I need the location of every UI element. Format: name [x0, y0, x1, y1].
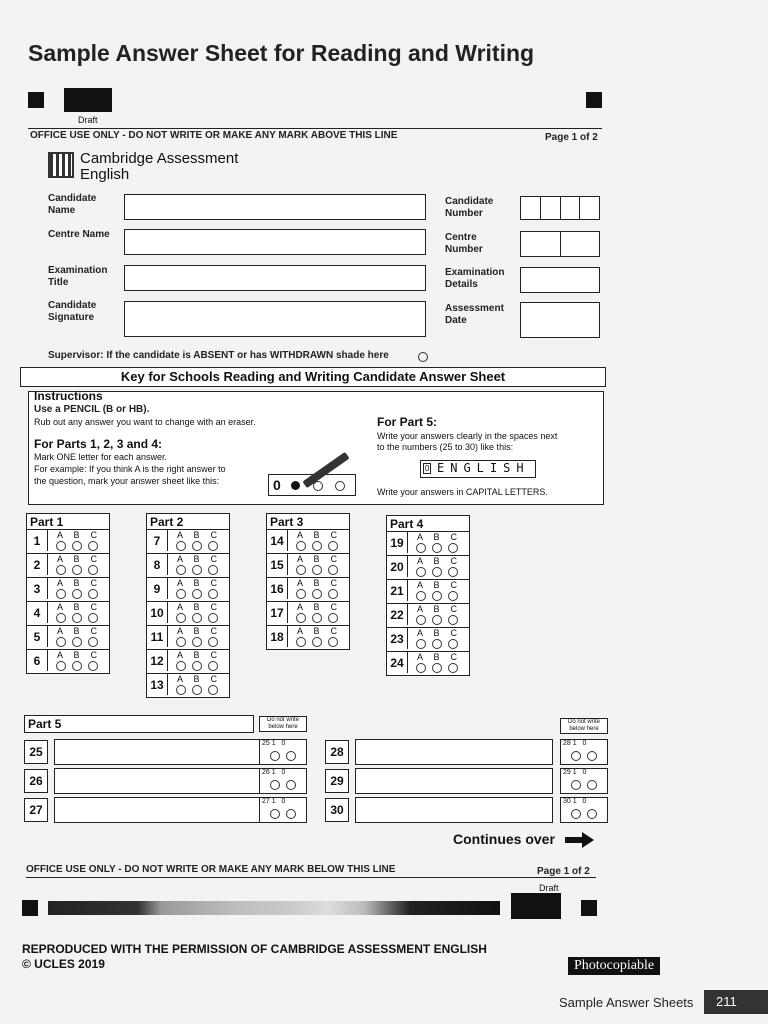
answer-bubble[interactable] — [56, 637, 66, 647]
option-letters: A B C — [297, 530, 340, 540]
answer-bubble[interactable] — [432, 615, 442, 625]
question-number: 24 — [387, 652, 408, 673]
example-line2: the question, mark your answer sheet like this: — [34, 476, 220, 486]
answer-bubble[interactable] — [416, 615, 426, 625]
answer-bubble[interactable] — [56, 589, 66, 599]
marker-bubble — [587, 751, 597, 761]
answer-bubble[interactable] — [312, 637, 322, 647]
instructions-rub: Rub out any answer you want to change with an eraser. — [34, 417, 256, 427]
question-number: 1 — [27, 530, 48, 551]
question-row — [146, 674, 230, 698]
page-title: Sample Answer Sheet for Reading and Writing — [28, 40, 535, 66]
brand-line2: English — [80, 166, 130, 183]
centre-name-input[interactable] — [124, 229, 426, 255]
question-row — [386, 652, 470, 676]
draft-label-top: Draft — [78, 115, 98, 125]
answer-bubble[interactable] — [72, 541, 82, 551]
brand-line1: Cambridge Assessment — [80, 150, 239, 167]
marker-box — [259, 768, 307, 794]
option-letters: A B C — [57, 602, 100, 612]
option-letters: A B C — [177, 602, 220, 612]
question-row — [386, 580, 470, 604]
answer-bubble[interactable] — [176, 541, 186, 551]
parts-heading: For Parts 1, 2, 3 and 4: — [34, 437, 163, 451]
answer-bubble[interactable] — [296, 541, 306, 551]
answer-bubble[interactable] — [432, 567, 442, 577]
question-number: 12 — [147, 650, 168, 671]
option-letters: A B C — [297, 602, 340, 612]
answer-bubble[interactable] — [176, 685, 186, 695]
exam-title-input[interactable] — [124, 265, 426, 291]
registration-mark-bottom-right — [581, 900, 597, 916]
answer-bubble[interactable] — [296, 589, 306, 599]
page-indicator-bottom: Page 1 of 2 — [537, 866, 590, 877]
bottom-rule — [26, 877, 596, 878]
example-filled-circle — [291, 481, 300, 490]
answer-bubble[interactable] — [416, 663, 426, 673]
answer-bubble[interactable] — [72, 661, 82, 671]
marker-box — [560, 768, 608, 794]
question-row — [266, 578, 350, 602]
answer-bubble[interactable] — [56, 541, 66, 551]
question-row — [146, 650, 230, 674]
sample-number: 0 — [425, 464, 430, 473]
question-number: 11 — [147, 626, 168, 647]
marker-bubble — [286, 780, 296, 790]
assessment-date-label: Assessment Date — [445, 303, 504, 326]
question-number: 15 — [267, 554, 288, 575]
question-number: 22 — [387, 604, 408, 625]
centre-number-label: Centre Number — [445, 232, 483, 255]
question-number: 3 — [27, 578, 48, 599]
answer-bubble[interactable] — [448, 543, 458, 553]
answer-bubble[interactable] — [448, 639, 458, 649]
centre-name-label: Centre Name — [48, 229, 110, 240]
part5-instr-heading: For Part 5: — [377, 415, 438, 429]
exam-details-label: Examination Details — [445, 267, 505, 290]
answer-bubble[interactable] — [208, 541, 218, 551]
answer-bubble[interactable] — [176, 637, 186, 647]
answer-bubble[interactable] — [88, 541, 98, 551]
answer-bubble[interactable] — [72, 589, 82, 599]
option-letters: A B C — [177, 554, 220, 564]
question-number: 20 — [387, 556, 408, 577]
top-rule — [28, 128, 602, 129]
answer-bubble[interactable] — [72, 565, 82, 575]
marker-box — [259, 797, 307, 823]
option-letters: A B C — [177, 530, 220, 540]
registration-mark-left — [28, 92, 44, 108]
sample-word-box — [420, 460, 536, 478]
question-row — [266, 530, 350, 554]
do-not-write-left: Do not write below here — [259, 716, 307, 732]
marker-code: 29 1 0 — [563, 769, 587, 776]
sample-word: ENGLISH — [437, 461, 530, 475]
marker-box — [259, 739, 307, 765]
answer-bubble[interactable] — [72, 613, 82, 623]
question-row — [146, 578, 230, 602]
part-title: Part 2 — [146, 513, 230, 530]
question-number: 4 — [27, 602, 48, 623]
answer-bubble[interactable] — [328, 565, 338, 575]
answer-bubble[interactable] — [192, 541, 202, 551]
key-title-bar — [20, 367, 606, 387]
marker-bubble — [571, 751, 581, 761]
question-number: 6 — [27, 650, 48, 671]
example-line1: For example: If you think A is the right answer to — [34, 464, 226, 474]
continues-over: Continues over — [453, 831, 555, 847]
part5-answer-input[interactable] — [54, 739, 282, 765]
answer-bubble[interactable] — [416, 639, 426, 649]
question-row — [386, 532, 470, 556]
instructions-heading: Instructions — [34, 389, 103, 403]
question-row — [26, 578, 110, 602]
option-letters: A B C — [417, 580, 460, 590]
option-letters: A B C — [417, 532, 460, 542]
marker-code: 25 1 0 — [262, 740, 286, 747]
answer-bubble[interactable] — [88, 637, 98, 647]
answer-bubble[interactable] — [208, 661, 218, 671]
centre-number-input[interactable] — [520, 231, 600, 257]
example-number: 0 — [273, 477, 281, 493]
question-row — [266, 602, 350, 626]
part5-question-number: 27 — [24, 798, 48, 822]
option-letters: A B C — [57, 530, 100, 540]
option-letters: A B C — [57, 578, 100, 588]
barcode-top — [64, 88, 112, 112]
marker-bubble — [587, 809, 597, 819]
option-letters: A B C — [177, 578, 220, 588]
option-letters: A B C — [177, 650, 220, 660]
part5-answer-input[interactable] — [355, 739, 553, 765]
part5-title: Part 5 — [24, 715, 254, 733]
option-letters: A B C — [177, 674, 220, 684]
question-row — [266, 554, 350, 578]
answer-bubble[interactable] — [312, 589, 322, 599]
question-number: 10 — [147, 602, 168, 623]
question-row — [146, 626, 230, 650]
answer-bubble[interactable] — [208, 565, 218, 575]
question-number: 2 — [27, 554, 48, 575]
candidate-number-input[interactable] — [520, 196, 600, 220]
option-letters: A B C — [177, 626, 220, 636]
part5-instr-1: Write your answers clearly in the spaces next — [377, 431, 558, 441]
key-title: Key for Schools Reading and Writing Candidate Answer Sheet — [120, 369, 506, 384]
supervisor-note: Supervisor: If the candidate is ABSENT or has WITHDRAWN shade here — [48, 350, 389, 361]
office-use-bottom: OFFICE USE ONLY - DO NOT WRITE OR MAKE ANY MARK BELOW THIS LINE — [26, 864, 396, 875]
question-number: 8 — [147, 554, 168, 575]
option-letters: A B C — [417, 556, 460, 566]
answer-bubble[interactable] — [176, 613, 186, 623]
marker-code: 28 1 0 — [563, 740, 587, 747]
question-number: 13 — [147, 674, 168, 695]
answer-bubble[interactable] — [88, 661, 98, 671]
answer-bubble[interactable] — [448, 615, 458, 625]
answer-bubble[interactable] — [208, 589, 218, 599]
signature-label: Candidate Signature — [48, 300, 97, 323]
answer-bubble[interactable] — [416, 567, 426, 577]
answer-bubble[interactable] — [432, 639, 442, 649]
question-number: 5 — [27, 626, 48, 647]
answer-bubble[interactable] — [448, 591, 458, 601]
answer-bubble[interactable] — [56, 565, 66, 575]
question-row — [26, 554, 110, 578]
greyscale-strip — [48, 901, 500, 915]
answer-bubble[interactable] — [56, 661, 66, 671]
part5-answer-input[interactable] — [355, 797, 553, 823]
draft-label-bottom: Draft — [539, 883, 559, 893]
answer-bubble[interactable] — [432, 591, 442, 601]
answer-bubble[interactable] — [72, 637, 82, 647]
option-letters: A B C — [297, 626, 340, 636]
answer-bubble[interactable] — [208, 613, 218, 623]
question-row — [26, 530, 110, 554]
option-letters: A B C — [417, 604, 460, 614]
answer-bubble[interactable] — [88, 613, 98, 623]
question-row — [146, 602, 230, 626]
exam-details-input[interactable] — [520, 267, 600, 293]
question-row — [266, 626, 350, 650]
answer-bubble[interactable] — [328, 637, 338, 647]
answer-bubble[interactable] — [296, 613, 306, 623]
answer-bubble[interactable] — [432, 663, 442, 673]
do-not-write-right: Do not write below here — [560, 718, 608, 734]
part5-question-number: 25 — [24, 740, 48, 764]
answer-bubble[interactable] — [88, 589, 98, 599]
registration-mark-bottom-left — [22, 900, 38, 916]
question-number: 16 — [267, 578, 288, 599]
question-row — [26, 626, 110, 650]
answer-bubble[interactable] — [192, 685, 202, 695]
answer-bubble[interactable] — [328, 589, 338, 599]
part-title: Part 4 — [386, 515, 470, 532]
question-number: 7 — [147, 530, 168, 551]
question-row — [386, 604, 470, 628]
example-circle-c — [335, 481, 345, 491]
instructions-pencil: Use a PENCIL (B or HB). — [34, 404, 150, 415]
candidate-number-label: Candidate Number — [445, 196, 494, 219]
question-row — [146, 554, 230, 578]
reproduced-note: REPRODUCED WITH THE PERMISSION OF CAMBRIDGE ASSESSMENT ENGLISH — [22, 942, 487, 956]
arrow-head — [582, 832, 594, 848]
answer-bubble[interactable] — [176, 661, 186, 671]
part5-question-number: 29 — [325, 769, 349, 793]
part5-question-number: 26 — [24, 769, 48, 793]
part5-answer-input[interactable] — [355, 768, 553, 794]
part5-question-number: 30 — [325, 798, 349, 822]
answer-bubble[interactable] — [448, 567, 458, 577]
answer-bubble[interactable] — [312, 541, 322, 551]
marker-bubble — [286, 751, 296, 761]
registration-mark-right — [586, 92, 602, 108]
marker-bubble — [286, 809, 296, 819]
question-row — [386, 628, 470, 652]
question-number: 23 — [387, 628, 408, 649]
office-use-top: OFFICE USE ONLY - DO NOT WRITE OR MAKE ANY MARK ABOVE THIS LINE — [30, 130, 398, 141]
marker-bubble — [270, 780, 280, 790]
question-row — [386, 556, 470, 580]
signature-input[interactable] — [124, 301, 426, 337]
marker-bubble — [270, 751, 280, 761]
question-number: 9 — [147, 578, 168, 599]
page-indicator-top: Page 1 of 2 — [545, 132, 598, 143]
answer-bubble[interactable] — [448, 663, 458, 673]
candidate-name-label: Candidate Name — [48, 193, 97, 216]
marker-box — [560, 739, 608, 765]
marker-code: 26 1 0 — [262, 769, 286, 776]
option-letters: A B C — [417, 628, 460, 638]
question-number: 18 — [267, 626, 288, 647]
part5-answer-input[interactable] — [54, 768, 282, 794]
question-number: 19 — [387, 532, 408, 553]
question-number: 17 — [267, 602, 288, 623]
answer-bubble[interactable] — [208, 637, 218, 647]
marker-bubble — [571, 809, 581, 819]
exam-title-label: Examination Title — [48, 265, 108, 288]
part-title: Part 3 — [266, 513, 350, 530]
part5-question-number: 28 — [325, 740, 349, 764]
option-letters: A B C — [297, 554, 340, 564]
assessment-date-input[interactable] — [520, 302, 600, 338]
option-letters: A B C — [417, 652, 460, 662]
option-letters: A B C — [297, 578, 340, 588]
page-number: 211 — [704, 990, 768, 1014]
answer-bubble[interactable] — [208, 685, 218, 695]
part5-instr-2: to the numbers (25 to 30) like this: — [377, 442, 514, 452]
marker-code: 27 1 0 — [262, 798, 286, 805]
question-row — [146, 530, 230, 554]
candidate-name-input[interactable] — [124, 194, 426, 220]
copyright: © UCLES 2019 — [22, 957, 105, 971]
cambridge-crest-icon — [48, 152, 74, 178]
answer-bubble[interactable] — [192, 613, 202, 623]
answer-bubble[interactable] — [88, 565, 98, 575]
marker-bubble — [270, 809, 280, 819]
answer-bubble[interactable] — [192, 565, 202, 575]
mark-one: Mark ONE letter for each answer. — [34, 452, 168, 462]
answer-bubble[interactable] — [192, 589, 202, 599]
answer-bubble[interactable] — [56, 613, 66, 623]
answer-bubble[interactable] — [416, 543, 426, 553]
marker-code: 30 1 0 — [563, 798, 587, 805]
option-letters: A B C — [57, 626, 100, 636]
absent-shade-circle[interactable] — [418, 352, 428, 362]
marker-bubble — [571, 780, 581, 790]
answer-bubble[interactable] — [296, 637, 306, 647]
answer-bubble[interactable] — [312, 613, 322, 623]
marker-box — [560, 797, 608, 823]
answer-bubble[interactable] — [176, 589, 186, 599]
part-title: Part 1 — [26, 513, 110, 530]
answer-bubble[interactable] — [176, 565, 186, 575]
answer-bubble[interactable] — [328, 613, 338, 623]
answer-bubble[interactable] — [328, 541, 338, 551]
marker-bubble — [587, 780, 597, 790]
answer-bubble[interactable] — [296, 565, 306, 575]
option-letters: A B C — [57, 650, 100, 660]
answer-bubble[interactable] — [192, 661, 202, 671]
option-letters: A B C — [57, 554, 100, 564]
question-number: 14 — [267, 530, 288, 551]
photocopiable-badge: Photocopiable — [568, 957, 660, 975]
answer-bubble[interactable] — [192, 637, 202, 647]
part5-answer-input[interactable] — [54, 797, 282, 823]
question-row — [26, 650, 110, 674]
question-row — [26, 602, 110, 626]
question-number: 21 — [387, 580, 408, 601]
answer-bubble[interactable] — [416, 591, 426, 601]
answer-bubble[interactable] — [432, 543, 442, 553]
barcode-bottom — [511, 893, 561, 919]
arrow-right-icon — [565, 837, 583, 843]
footer-label: Sample Answer Sheets — [559, 995, 694, 1010]
answer-bubble[interactable] — [312, 565, 322, 575]
capitals-note: Write your answers in CAPITAL LETTERS. — [377, 487, 548, 497]
